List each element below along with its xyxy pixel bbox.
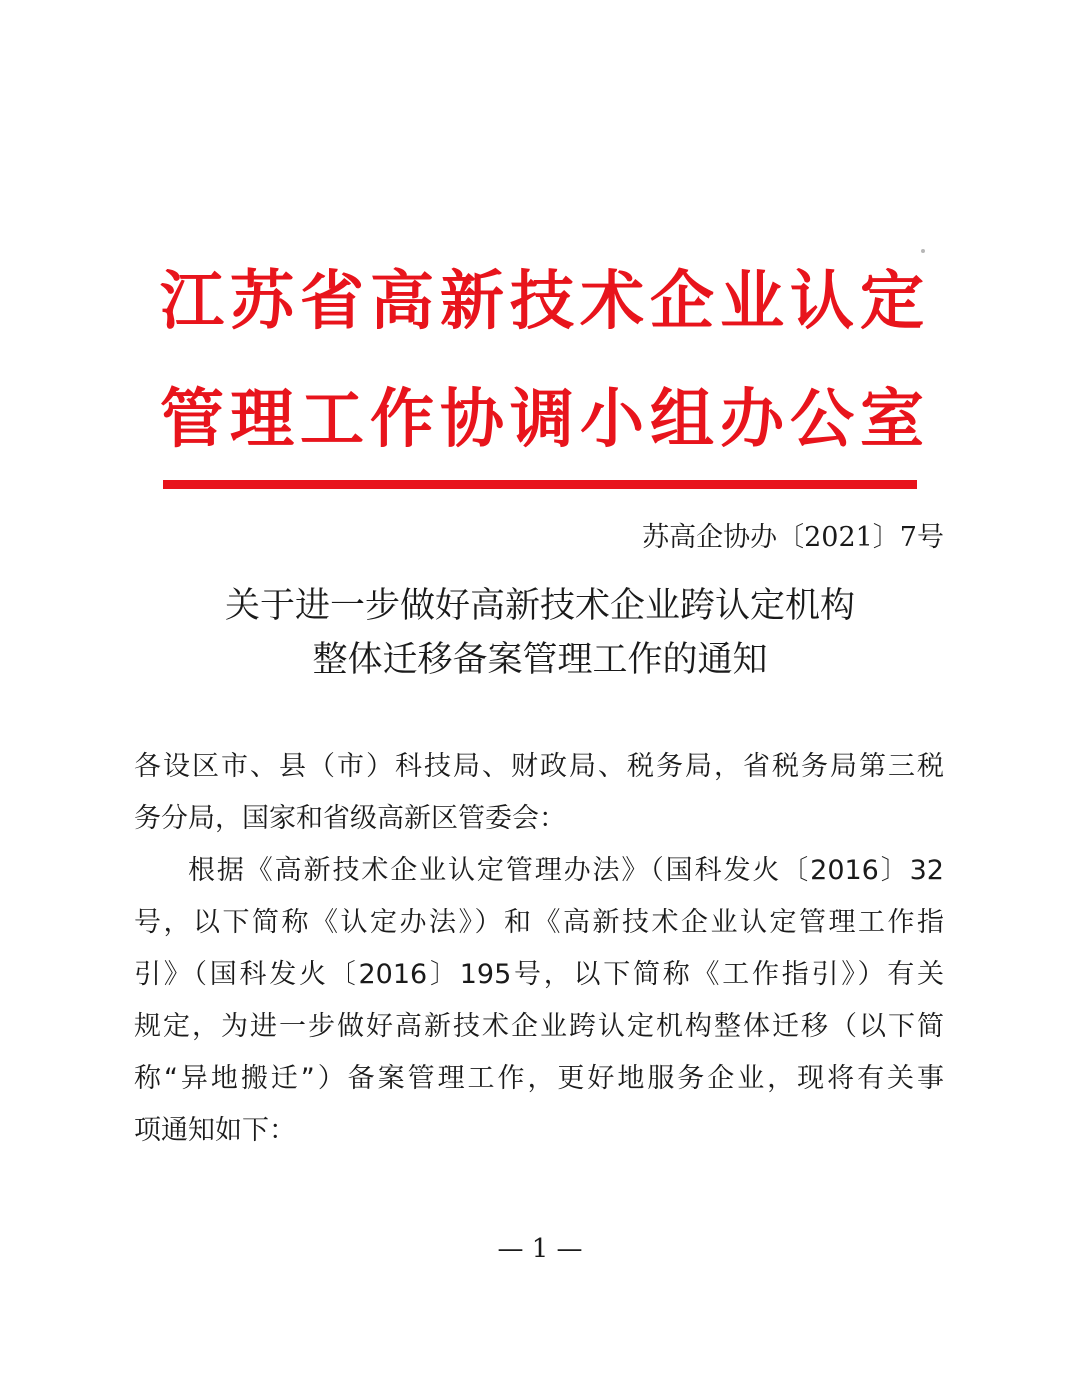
addressee-line-2: 务分局，国家和省级高新区管委会： — [134, 803, 566, 834]
paragraph-line: 规定，为进一步做好高新技术企业跨认定机构整体迁移（以下简 — [134, 1011, 944, 1042]
paragraph-line: 号，以下简称《认定办法》）和《高新技术企业认定管理工作指 — [134, 907, 944, 938]
document-number: 苏高企协办〔2021〕7号 — [642, 522, 944, 553]
scan-mark — [921, 249, 925, 253]
document-title-line-2: 整体迁移备案管理工作的通知 — [312, 640, 768, 680]
issuer-name-line-1: 江苏省高新技术企业认定 — [160, 265, 930, 339]
paragraph-line: 项通知如下： — [134, 1115, 296, 1146]
document-title-line-1: 关于进一步做好高新技术企业跨认定机构 — [224, 586, 855, 626]
page-number: — 1 — — [497, 1234, 583, 1264]
addressee-line-1: 各设区市、县（市）科技局、财政局、税务局，省税务局第三税 — [134, 751, 944, 782]
red-header-rule — [163, 480, 917, 489]
issuer-name-line-2: 管理工作协调小组办公室 — [160, 383, 930, 457]
paragraph-line: 称“异地搬迁”）备案管理工作，更好地服务企业，现将有关事 — [134, 1063, 944, 1094]
paragraph-line: 根据《高新技术企业认定管理办法》（国科发火〔2016〕32 — [188, 855, 944, 886]
paragraph-line: 引》（国科发火〔2016〕195号，以下简称《工作指引》）有关 — [134, 959, 944, 990]
